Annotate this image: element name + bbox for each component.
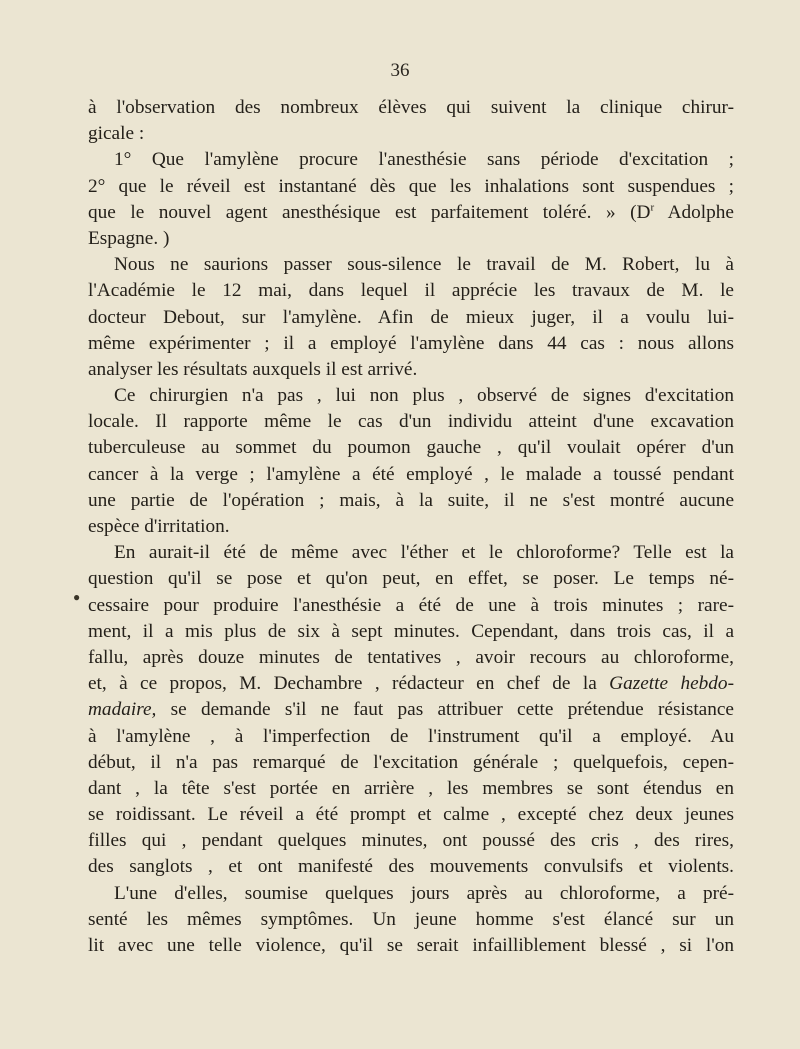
text-line — [88, 697, 734, 723]
text-line: espèce d'irritation. — [88, 516, 230, 537]
text-line: l'Académie le 12 mai, dans lequel il apprécie les travaux de M. le — [88, 280, 734, 302]
text-line: lit avec une telle violence, qu'il se serait infailliblement blessé , si l'on — [88, 935, 734, 956]
text-line: des sanglots , et ont manifesté des mouvements convulsifs et violents. — [88, 856, 734, 878]
text-line: 2° que le réveil est instantané dès que les inhalations sont suspendues ; — [88, 175, 734, 197]
italic-title: Gazette hebdo- — [609, 673, 734, 695]
text-segment: et, à ce propos, M. Dechambre , rédacteur en chef de la — [88, 673, 597, 695]
text-line: cessaire pour produire l'anesthésie a été de une à trois minutes ; rare- — [88, 594, 734, 616]
text-line: début, il n'a pas remarqué de l'excitation générale ; quelquefois, cepen- — [88, 751, 734, 773]
text-line: Espagne. ) — [88, 227, 170, 249]
text-line: cancer à la verge ; l'amylène a été employé , le malade a toussé pendant — [88, 463, 734, 485]
text-line: fallu, après douze minutes de tentatives , avoir recours au chloroforme, — [88, 646, 734, 668]
text-line: dant , la tête s'est portée en arrière , les membres se sont étendus en — [88, 777, 734, 799]
text-line — [88, 671, 734, 697]
text-line: gicale : — [88, 123, 145, 145]
text-line: locale. Il rapporte même le cas d'un individu atteint d'une excavation — [88, 411, 734, 433]
margin-mark: ● — [73, 590, 81, 604]
text-line: ment, il a mis plus de six à sept minutes. Cependant, dans trois cas, il a — [88, 620, 734, 642]
text-line: une partie de l'opération ; mais, à la suite, il ne s'est montré aucune — [88, 489, 734, 511]
body-text — [88, 95, 734, 959]
text-segment: Adolphe — [654, 201, 734, 223]
italic-title: madaire, — [88, 699, 157, 721]
text-line: 1° Que l'amylène procure l'anesthésie sans période d'excitation ; — [114, 149, 734, 171]
text-line: senté les mêmes symptômes. Un jeune homme s'est élancé sur un — [88, 908, 734, 930]
text-line — [88, 200, 734, 226]
text-line: En aurait-il été de même avec l'éther et le chloroforme? Telle est la — [114, 542, 734, 564]
text-line: tuberculeuse au sommet du poumon gauche , qu'il voulait opérer d'un — [88, 437, 734, 459]
text-line: se roidissant. Le réveil a été prompt et calme , excepté chez deux jeunes — [88, 804, 734, 826]
text-line: à l'observation des nombreux élèves qui suivent la clinique chirur- — [88, 97, 734, 118]
text-line: docteur Debout, sur l'amylène. Afin de mieux juger, il a voulu lui- — [88, 306, 734, 328]
text-line: à l'amylène , à l'imperfection de l'instrument qu'il a employé. Au — [88, 725, 734, 747]
text-line: même expérimenter ; il a employé l'amylène dans 44 cas : nous allons — [88, 332, 734, 354]
text-line: Ce chirurgien n'a pas , lui non plus , observé de signes d'excitation — [114, 385, 734, 407]
text-segment: que le nouvel agent anesthésique est parfaitement toléré. » (D — [88, 201, 651, 223]
text-line: question qu'il se pose et qu'on peut, en effet, se poser. Le temps né- — [88, 568, 734, 590]
text-segment: se demande s'il ne faut pas attribuer cette prétendue résistance — [156, 699, 734, 721]
text-line: analyser les résultats auxquels il est arrivé. — [88, 358, 418, 380]
superscript: r — [650, 201, 655, 214]
text-line: filles qui , pendant quelques minutes, ont poussé des cris , des rires, — [88, 830, 734, 852]
page-number: 36 — [390, 60, 410, 81]
text-line: Nous ne saurions passer sous-silence le travail de M. Robert, lu à — [114, 254, 734, 276]
text-line: L'une d'elles, soumise quelques jours après au chloroforme, a pré- — [114, 882, 734, 904]
